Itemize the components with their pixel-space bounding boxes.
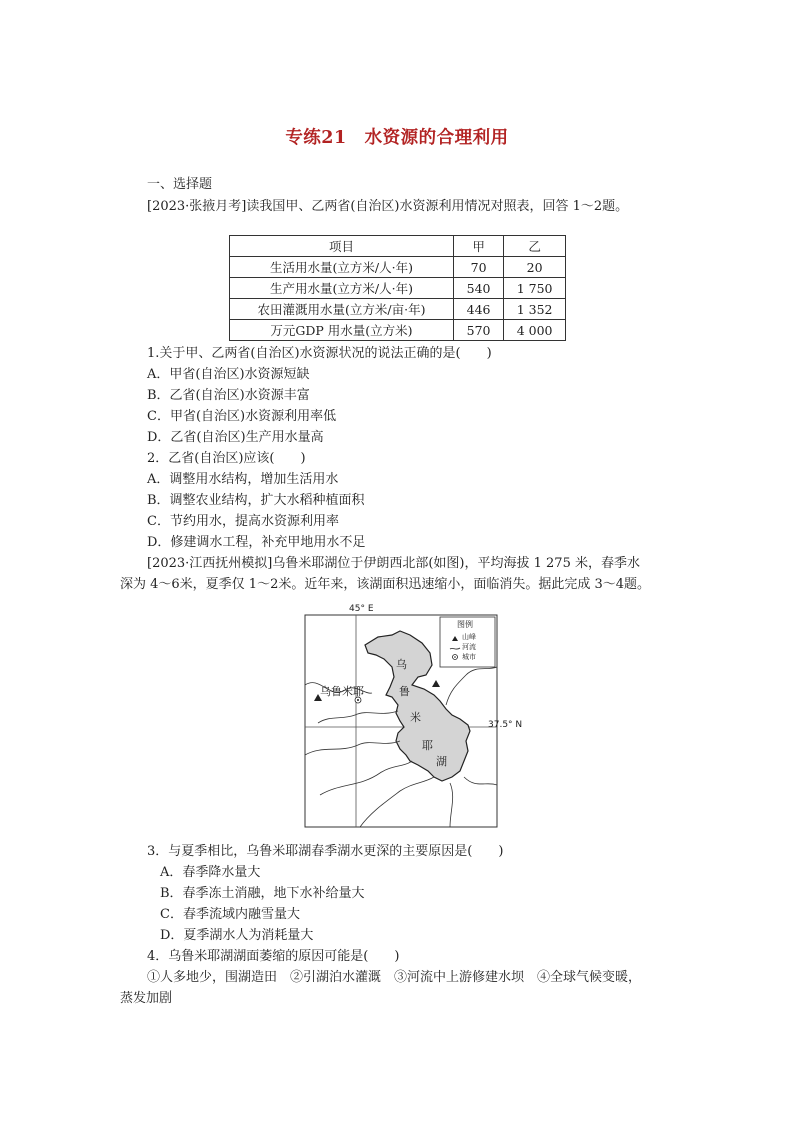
table-cell: 生活用水量(立方米/人·年) xyxy=(230,257,454,278)
table-header: 甲 xyxy=(453,236,503,257)
table-cell: 446 xyxy=(453,299,503,320)
table-row xyxy=(230,278,566,299)
legend-city-dot xyxy=(454,656,456,658)
question-1-option-b: B．乙省(自治区)水资源丰富 xyxy=(147,388,310,403)
longitude-label: 45° E xyxy=(349,604,374,614)
question-3-option-b: B．春季冻土消融，地下水补给量大 xyxy=(160,886,365,901)
table-header-row xyxy=(230,236,566,257)
lake-label-char: 湖 xyxy=(436,755,447,768)
table-header: 乙 xyxy=(504,236,566,257)
table-row xyxy=(230,320,566,341)
question-1-option-a: A．甲省(自治区)水资源短缺 xyxy=(147,367,310,382)
question-3-stem: 3．与夏季相比，乌鲁米耶湖春季湖水更深的主要原因是( ) xyxy=(147,844,504,859)
table-cell: 1 750 xyxy=(504,278,566,299)
table-cell: 1 352 xyxy=(504,299,566,320)
question-1-option-d: D．乙省(自治区)生产用水量高 xyxy=(147,430,324,445)
question-3-option-c: C．春季流域内融雪量大 xyxy=(160,907,300,922)
lake-label-char: 乌 xyxy=(396,658,407,671)
lake-label-char: 耶 xyxy=(422,739,433,752)
legend-city-label: 城市 xyxy=(462,653,476,661)
city-dot xyxy=(357,699,359,701)
question-2-option-c: C．节约用水，提高水资源利用率 xyxy=(147,514,339,529)
lake-urmia-map xyxy=(300,604,523,830)
latitude-label: 37.5° N xyxy=(488,720,523,730)
question-4-choices-line-2: 蒸发加剧 xyxy=(120,991,173,1006)
question-4-stem: 4．乌鲁米耶湖湖面萎缩的原因可能是( ) xyxy=(147,949,400,964)
question-2-option-d: D．修建调水工程，补充甲地用水不足 xyxy=(147,535,366,550)
question-4-choices-line-1: ①人多地少，围湖造田 ②引湖泊水灌溉 ③河流中上游修建水坝 ④全球气候变暖， xyxy=(147,970,642,985)
lake-label-char: 米 xyxy=(410,711,421,724)
lake-label-char: 鲁 xyxy=(399,685,410,698)
intro-text-1: [2023·张掖月考]读我国甲、乙两省(自治区)水资源利用情况对照表，回答 1～2题。 xyxy=(147,199,629,214)
question-3-option-d: D．夏季湖水人为消耗量大 xyxy=(160,928,314,943)
table-cell: 570 xyxy=(453,320,503,341)
table-cell: 农田灌溉用水量(立方米/亩·年) xyxy=(230,299,454,320)
table-cell: 20 xyxy=(504,257,566,278)
water-usage-table xyxy=(229,235,566,341)
table-cell: 540 xyxy=(453,278,503,299)
page-title: 专练21 水资源的合理利用 xyxy=(285,128,509,148)
table-cell: 70 xyxy=(453,257,503,278)
question-1-option-c: C．甲省(自治区)水资源利用率低 xyxy=(147,409,337,424)
section-heading: 一、选择题 xyxy=(147,177,213,192)
question-2-option-a: A．调整用水结构，增加生活用水 xyxy=(147,472,339,487)
table-cell: 4 000 xyxy=(504,320,566,341)
legend-river-label: 河流 xyxy=(462,643,476,651)
question-1-stem: 1.关于甲、乙两省(自治区)水资源状况的说法正确的是( ) xyxy=(147,346,492,361)
legend-title: 图例 xyxy=(457,620,473,629)
intro-text-2-line-1: [2023·江西抚州模拟]乌鲁米耶湖位于伊朗西北部(如图)，平均海拔 1 275 米，春季水 xyxy=(147,556,640,571)
intro-text-2-line-2: 深为 4～6米，夏季仅 1～2米。近年来，该湖面积迅速缩小，面临消失。据此完成 3～4题。 xyxy=(120,577,651,592)
question-3-option-a: A．春季降水量大 xyxy=(160,865,261,880)
table-cell: 生产用水量(立方米/人·年) xyxy=(230,278,454,299)
legend-peak-label: 山峰 xyxy=(462,633,476,641)
table-header: 项目 xyxy=(230,236,454,257)
question-2-stem: 2．乙省(自治区)应该( ) xyxy=(147,451,306,466)
table-row xyxy=(230,299,566,320)
table-row xyxy=(230,257,566,278)
question-2-option-b: B．调整农业结构，扩大水稻种植面积 xyxy=(147,493,365,508)
city-label: 乌鲁米耶 xyxy=(320,685,364,698)
table-cell: 万元GDP 用水量(立方米) xyxy=(230,320,454,341)
